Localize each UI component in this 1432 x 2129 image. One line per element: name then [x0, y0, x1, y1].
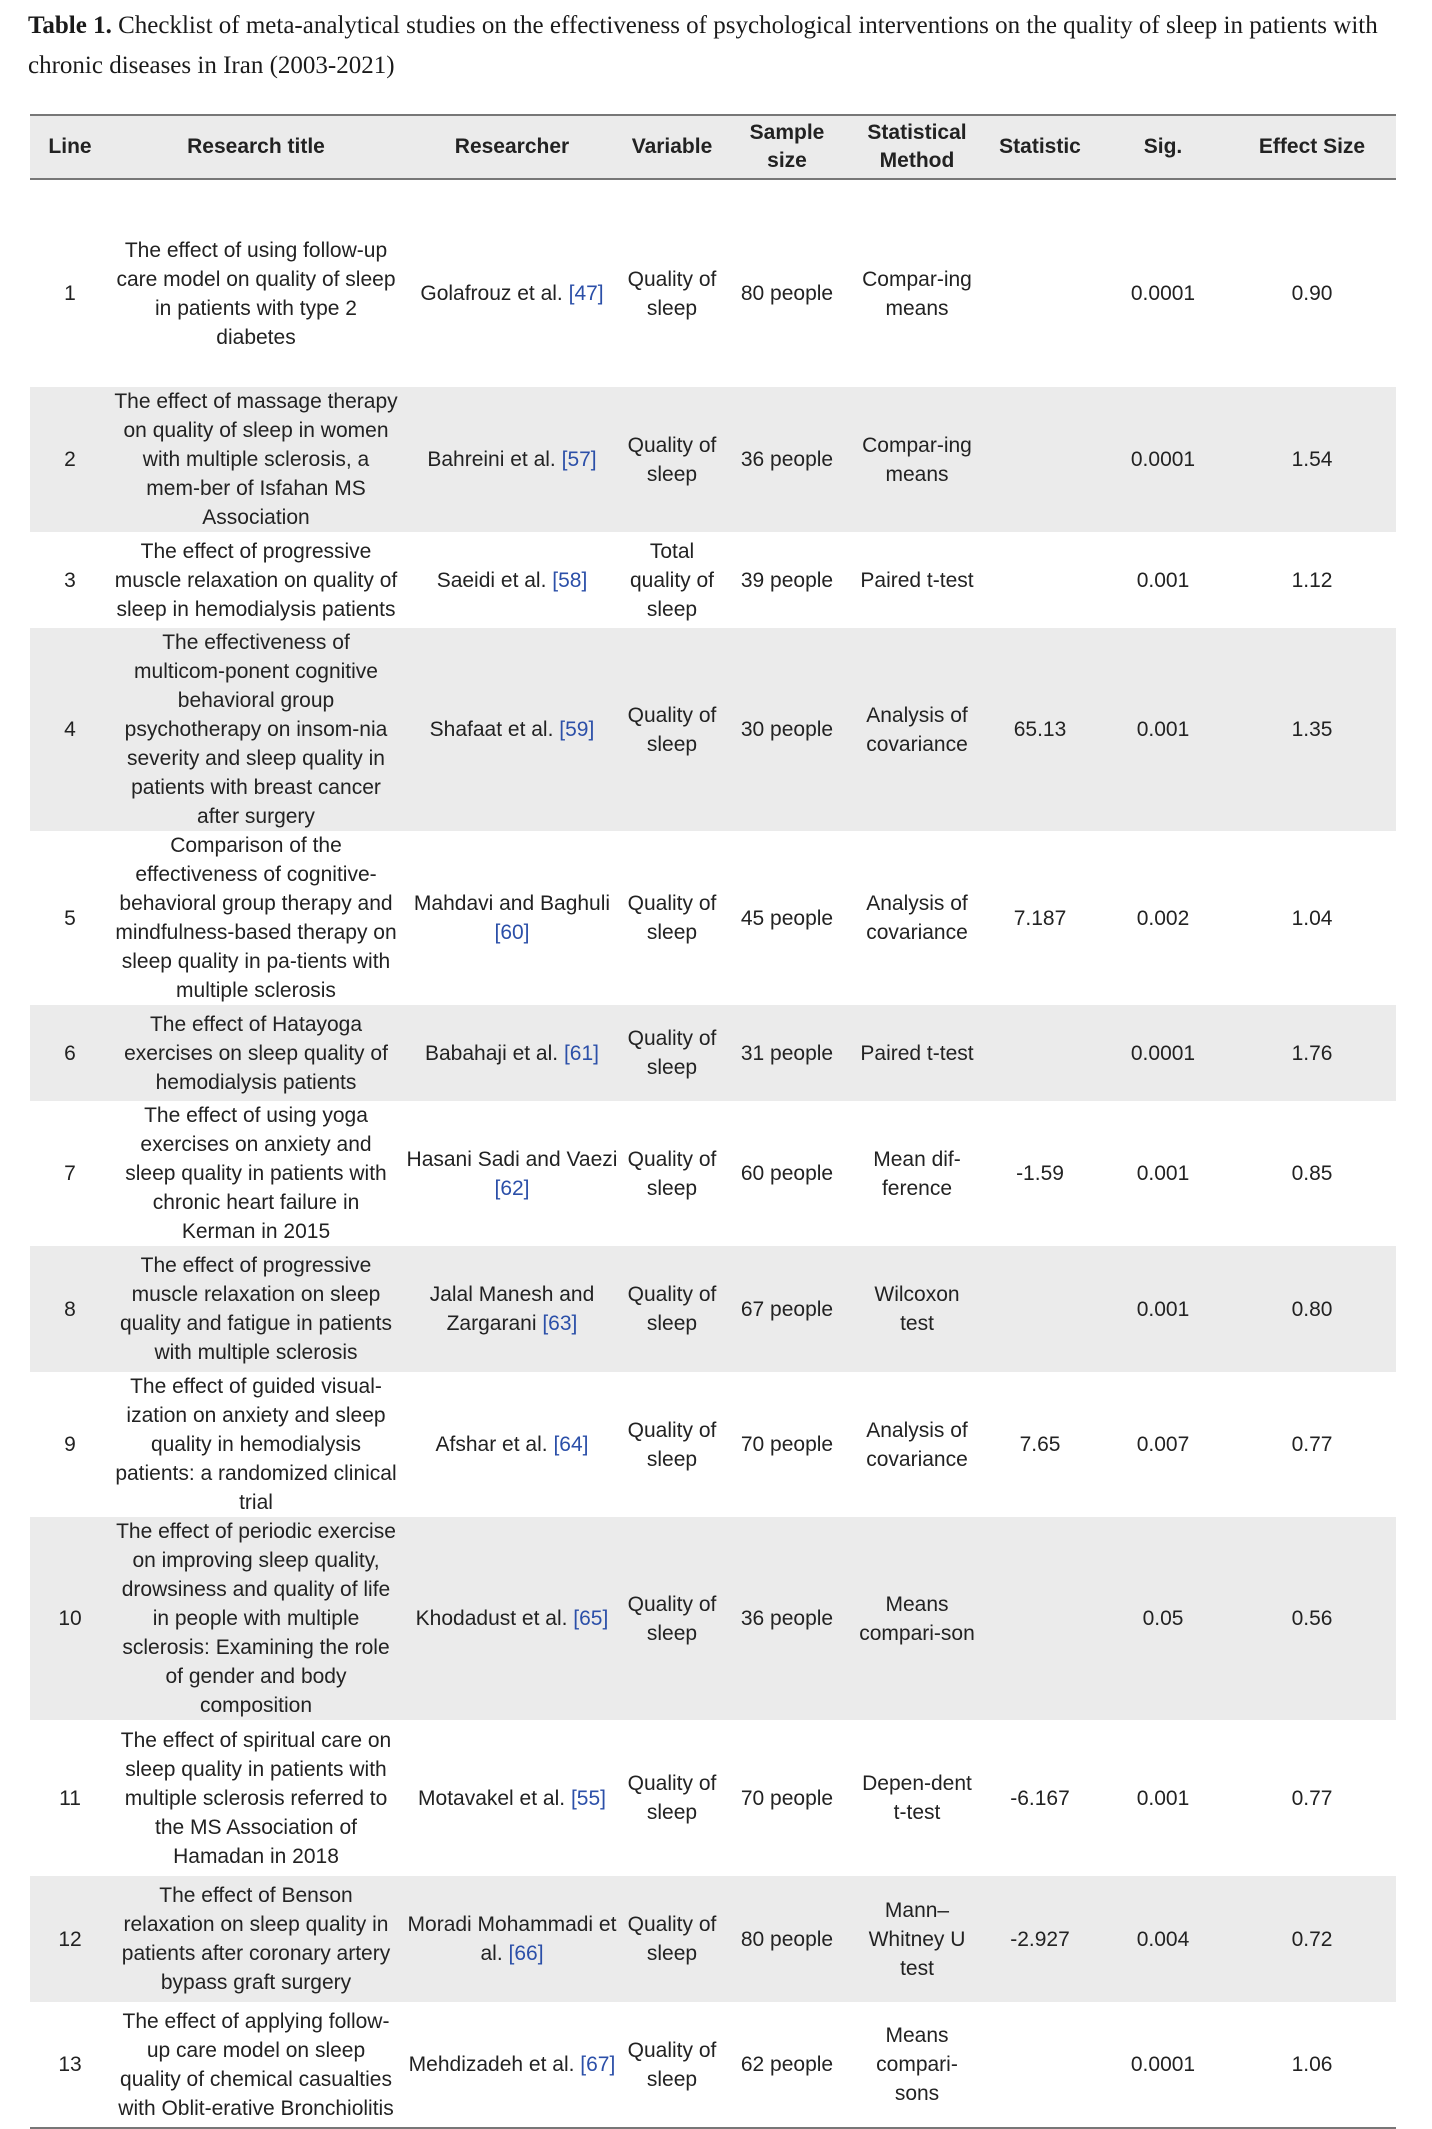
cell-variable: Quality of sleep — [622, 387, 722, 532]
cell-sample: 39 people — [740, 568, 834, 592]
header-sig: Sig. — [1098, 115, 1228, 179]
cell-title: Comparison of the effectiveness of cognitive-behavioral group therapy and mindfulness-based therapy on sleep quality in pa-tients with multiple sclerosis — [115, 834, 397, 1002]
cell-researcher — [402, 1372, 622, 1517]
cell-effect: 1.12 — [1291, 568, 1333, 592]
cell-title: The effect of progressive muscle relaxation on quality of sleep in hemodialysis patients — [114, 539, 398, 621]
header-statistic: Statistic — [982, 115, 1098, 179]
cell-sig: 0.05 — [1098, 1517, 1228, 1720]
meta-analysis-table — [30, 114, 1396, 2129]
cell-effect: 1.04 — [1291, 906, 1333, 930]
cell-sig: 0.001 — [1136, 568, 1190, 592]
table-body — [30, 179, 1396, 2128]
table-row — [30, 1517, 1396, 1720]
cell-researcher — [402, 1720, 622, 1876]
cell-method: Mean dif-ference — [873, 1147, 961, 1200]
cell-statistic — [982, 387, 1098, 532]
cell-title: The effect of using follow-up care model on quality of sleep in patients with type 2 diabetes — [116, 238, 396, 349]
cell-statistic: 65.13 — [982, 628, 1098, 831]
cell-statistic — [982, 1246, 1098, 1372]
cell-sig: 0.001 — [1136, 1786, 1190, 1810]
cell-researcher — [402, 628, 622, 831]
header-statistical-method-line-2: Method — [879, 149, 955, 172]
researcher-name: Saeidi et al. — [436, 568, 547, 592]
table-row — [30, 1101, 1396, 1246]
researcher-name: Golafrouz et al. — [420, 282, 563, 305]
cell-researcher — [402, 1246, 622, 1372]
table-label: Table 1. — [28, 12, 112, 39]
cell-effect: 0.90 — [1291, 282, 1333, 305]
header-effect-size: Effect Size — [1228, 115, 1396, 179]
cell-researcher — [402, 1101, 622, 1246]
cell-line: 5 — [64, 906, 76, 930]
citation-link[interactable]: [60] — [494, 921, 530, 944]
citation-link[interactable]: [47] — [568, 282, 604, 305]
cell-researcher — [402, 1876, 622, 2002]
cell-variable: Quality of sleep — [622, 1876, 722, 2002]
cell-effect: 1.54 — [1228, 387, 1396, 532]
cell-line: 6 — [30, 1005, 110, 1101]
header-sample-size-line-2: size — [767, 149, 807, 172]
cell-effect: 1.06 — [1228, 2002, 1396, 2128]
citation-link[interactable]: [63] — [542, 1312, 578, 1335]
cell-line: 8 — [30, 1246, 110, 1372]
cell-line: 2 — [30, 387, 110, 532]
table-row — [30, 387, 1396, 532]
cell-line: 13 — [30, 2002, 110, 2128]
cell-effect: 0.77 — [1291, 1433, 1333, 1456]
table-row — [30, 1246, 1396, 1372]
cell-statistic: 7.187 — [1013, 906, 1067, 930]
cell-variable: Quality of sleep — [627, 267, 717, 320]
cell-title: The effect of using yoga exercises on anxiety and sleep quality in patients with chronic heart failure in Kerman in 2015 — [125, 1104, 387, 1243]
cell-method: Analysis of covariance — [852, 628, 982, 831]
cell-effect: 0.72 — [1228, 1876, 1396, 2002]
researcher-name: Khodadust et al. — [415, 1607, 568, 1630]
cell-researcher — [402, 831, 622, 1005]
researcher-name: Jalal Manesh and Zargarani — [429, 1283, 595, 1335]
cell-researcher — [402, 200, 622, 387]
cell-effect: 1.35 — [1228, 628, 1396, 831]
header-variable: Variable — [622, 115, 722, 179]
citation-link[interactable]: [62] — [494, 1176, 530, 1200]
cell-title: The effect of guided visual-ization on anxiety and sleep quality in hemodialysis patients: a randomized clinical trial — [115, 1375, 397, 1514]
cell-sig: 0.0001 — [1098, 1005, 1228, 1101]
cell-title: The effect of applying follow-up care model on sleep quality of chemical casualties with Oblit-erative Bronchiolitis — [110, 2002, 402, 2128]
cell-title: The effect of Benson relaxation on sleep quality in patients after coronary artery bypass graft surgery — [110, 1876, 402, 2002]
cell-effect: 0.56 — [1228, 1517, 1396, 1720]
table-row — [30, 1720, 1396, 1876]
table-row — [30, 200, 1396, 387]
table-row — [30, 831, 1396, 1005]
header-statistical-method-line-1: Statistical — [867, 121, 967, 144]
cell-line: 4 — [30, 628, 110, 831]
cell-variable: Quality of sleep — [627, 892, 717, 944]
cell-line: 1 — [64, 282, 76, 305]
cell-sig: 0.007 — [1136, 1433, 1190, 1456]
citation-link[interactable]: [67] — [580, 2053, 616, 2076]
cell-sig: 0.002 — [1136, 906, 1190, 930]
cell-title: The effect of progressive muscle relaxation on sleep quality and fatigue in patients with multiple sclerosis — [110, 1246, 402, 1372]
cell-variable: Quality of sleep — [622, 2002, 722, 2128]
cell-researcher — [402, 1005, 622, 1101]
cell-sig: 0.0001 — [1098, 2002, 1228, 2128]
cell-line: 12 — [30, 1876, 110, 2002]
cell-sample: 36 people — [722, 387, 852, 532]
cell-sample: 67 people — [722, 1246, 852, 1372]
cell-statistic: -6.167 — [1010, 1786, 1070, 1810]
cell-title: The effect of spiritual care on sleep quality in patients with multiple sclerosis referred to the MS Association of Hamadan in 2018 — [120, 1728, 392, 1868]
cell-method: Compar-ing means — [862, 267, 972, 320]
cell-sample: 80 people — [740, 282, 834, 305]
cell-statistic — [982, 532, 1098, 628]
cell-method: Wilcoxon test — [852, 1246, 982, 1372]
table-caption-text: Checklist of meta-analytical studies on the effectiveness of psychological interventions on the quality of sleep in patients with chronic diseases in Iran (2003-2021) — [28, 12, 1378, 79]
cell-line: 10 — [30, 1517, 110, 1720]
cell-sample: 31 people — [722, 1005, 852, 1101]
cell-method: Analysis of covariance — [866, 1418, 968, 1471]
cell-method: Means compari-sons — [852, 2002, 982, 2128]
cell-line: 11 — [59, 1786, 81, 1810]
researcher-name: Moradi Mohammadi et al. — [407, 1913, 617, 1965]
researcher-name: Motavakel et al. — [418, 1786, 566, 1810]
citation-link[interactable]: [66] — [508, 1942, 544, 1965]
cell-effect: 0.80 — [1228, 1246, 1396, 1372]
cell-method: Means compari-son — [852, 1517, 982, 1720]
cell-variable: Quality of sleep — [622, 1246, 722, 1372]
cell-variable: Quality of sleep — [627, 1418, 717, 1471]
header-sample-size — [722, 115, 852, 179]
header-sample-size-line-1: Sample — [749, 121, 825, 144]
cell-title: The effect of Hatayoga exercises on sleep quality of hemodialysis patients — [110, 1005, 402, 1101]
citation-link[interactable]: [57] — [561, 448, 597, 471]
citation-link[interactable]: [65] — [573, 1607, 609, 1630]
cell-title: The effect of periodic exercise on improving sleep quality, drowsiness and quality of life in people with multiple sclerosis: Examining the role of gender and body composition — [110, 1517, 402, 1720]
cell-sample: 45 people — [740, 906, 834, 930]
table-row — [30, 1372, 1396, 1517]
citation-link[interactable]: [58] — [552, 568, 588, 592]
cell-variable: Quality of sleep — [622, 628, 722, 831]
cell-variable: Quality of sleep — [627, 1772, 717, 1824]
cell-title: The effect of massage therapy on quality of sleep in women with multiple sclerosis, a mem-ber of Isfahan MS Association — [110, 387, 402, 532]
cell-method: Mann–Whitney U test — [852, 1876, 982, 2002]
cell-variable: Total quality of sleep — [629, 539, 715, 621]
cell-statistic — [982, 1517, 1098, 1720]
cell-sample: 70 people — [740, 1786, 834, 1810]
cell-statistic — [982, 200, 1098, 387]
cell-variable: Quality of sleep — [622, 1005, 722, 1101]
cell-method: Paired t-test — [852, 1005, 982, 1101]
researcher-name: Mehdizadeh et al. — [408, 2053, 575, 2076]
cell-sample: 30 people — [722, 628, 852, 831]
header-researcher: Researcher — [402, 115, 622, 179]
cell-researcher — [402, 2002, 622, 2128]
citation-link[interactable]: [55] — [570, 1786, 606, 1810]
cell-line: 3 — [64, 568, 76, 592]
table-row — [30, 1005, 1396, 1101]
cell-line: 7 — [64, 1162, 76, 1185]
header-line: Line — [30, 115, 110, 179]
cell-variable: Quality of sleep — [627, 1147, 717, 1200]
cell-method: Depen-dent t-test — [862, 1772, 972, 1824]
citation-link[interactable]: [64] — [553, 1433, 589, 1456]
cell-sig: 0.0001 — [1098, 387, 1228, 532]
cell-sample: 60 people — [740, 1162, 834, 1185]
cell-statistic: -1.59 — [1016, 1162, 1064, 1185]
cell-sample: 70 people — [740, 1433, 834, 1456]
cell-effect: 0.77 — [1291, 1786, 1333, 1810]
citation-link[interactable]: [61] — [563, 1041, 599, 1065]
cell-statistic: 7.65 — [1019, 1433, 1061, 1456]
cell-researcher — [402, 532, 622, 628]
cell-statistic: -2.927 — [982, 1876, 1098, 2002]
cell-variable: Quality of sleep — [622, 1517, 722, 1720]
citation-link[interactable]: [59] — [559, 718, 595, 741]
researcher-name: Shafaat et al. — [429, 718, 554, 741]
cell-sample: 62 people — [722, 2002, 852, 2128]
cell-statistic — [982, 2002, 1098, 2128]
header-row — [30, 115, 1396, 179]
cell-researcher — [402, 1517, 622, 1720]
cell-sig: 0.001 — [1098, 1246, 1228, 1372]
cell-line: 9 — [64, 1433, 76, 1456]
header-research-title: Research title — [110, 115, 402, 179]
table-caption — [28, 6, 1408, 86]
researcher-name: Bahreini et al. — [427, 448, 556, 471]
cell-sample: 36 people — [722, 1517, 852, 1720]
researcher-name: Afshar et al. — [435, 1433, 548, 1456]
table-row — [30, 1876, 1396, 2002]
cell-statistic — [982, 1005, 1098, 1101]
cell-method: Paired t-test — [860, 568, 974, 592]
cell-sig: 0.001 — [1136, 1162, 1190, 1185]
cell-sig: 0.001 — [1098, 628, 1228, 831]
cell-effect: 1.76 — [1228, 1005, 1396, 1101]
table-row — [30, 532, 1396, 628]
table-row — [30, 2002, 1396, 2128]
cell-sig: 0.004 — [1098, 1876, 1228, 2002]
cell-researcher — [402, 387, 622, 532]
researcher-name: Hasani Sadi and Vaezi — [406, 1147, 618, 1171]
researcher-name: Babahaji et al. — [425, 1041, 559, 1065]
table-row — [30, 628, 1396, 831]
header-statistical-method — [852, 115, 982, 179]
header-spacer — [30, 179, 1396, 200]
cell-method: Analysis of covariance — [866, 892, 968, 944]
cell-sig: 0.0001 — [1130, 282, 1196, 305]
cell-effect: 0.85 — [1291, 1162, 1333, 1185]
cell-sample: 80 people — [722, 1876, 852, 2002]
header-spacer-cell — [30, 179, 1396, 200]
cell-method: Compar-ing means — [852, 387, 982, 532]
researcher-name: Mahdavi and Baghuli — [413, 892, 611, 915]
cell-title: The effectiveness of multicom-ponent cognitive behavioral group psychotherapy on insom-nia severity and sleep quality in patients with breast cancer after surgery — [110, 628, 402, 831]
